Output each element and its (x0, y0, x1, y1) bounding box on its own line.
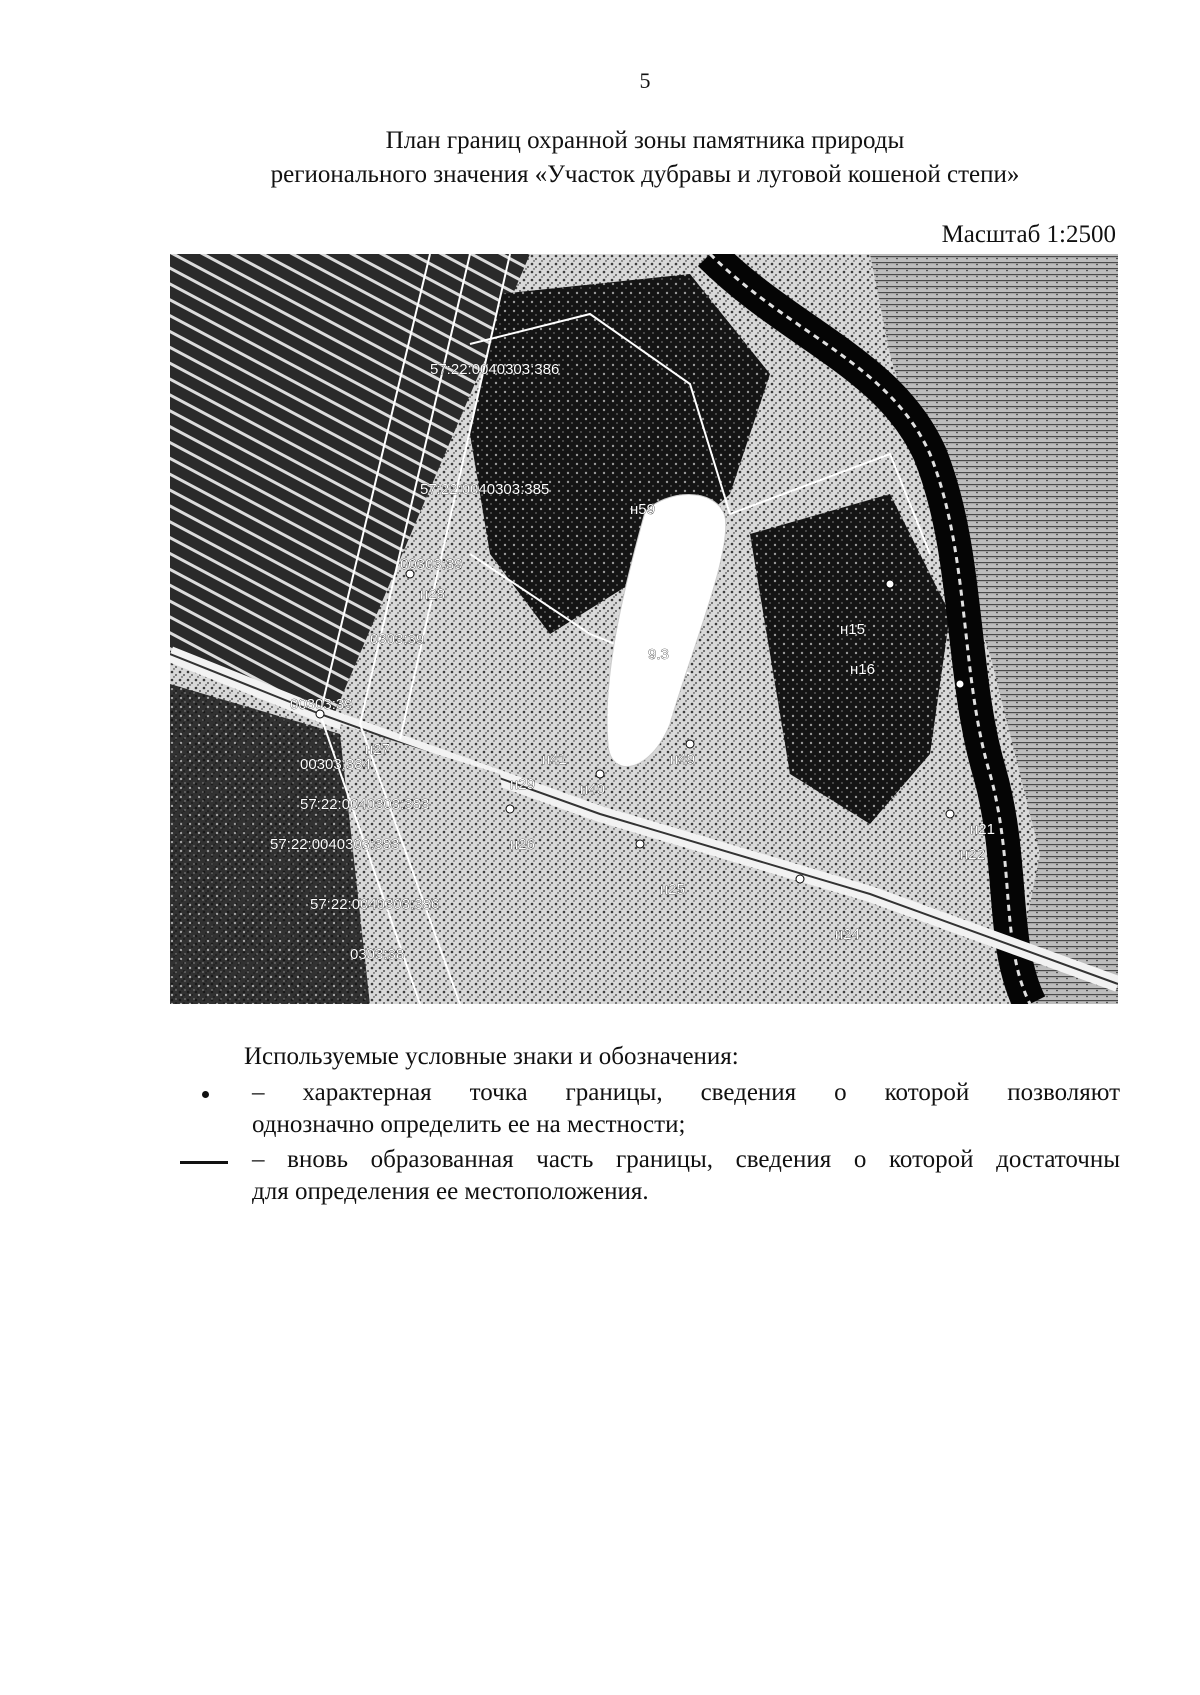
point-label: н15 (840, 621, 865, 638)
point-label: н28 (420, 586, 445, 603)
point-label: н24 (835, 926, 860, 943)
map-scale: Масштаб 1:2500 (941, 221, 1116, 248)
point-label: н29 (510, 776, 535, 793)
legend-item-line: – характерная точка границы, сведения о которой позволяют (252, 1079, 1120, 1106)
boundary-point-symbol (180, 1077, 240, 1109)
point-label: н25 (660, 881, 685, 898)
legend-item-point (180, 1077, 1120, 1141)
title-line-1: План границ охранной зоны памятника природы (385, 127, 905, 154)
document-title (150, 124, 1140, 192)
boundary-line-symbol (180, 1144, 240, 1176)
page-number: 5 (639, 68, 651, 93)
parcel-label: 00303:384 (300, 756, 371, 773)
parcel-label: 57:22:0040303:386 (310, 896, 440, 913)
parcel-label: 57:22:0040303:383 (270, 836, 400, 853)
legend-item-line: – вновь образованная часть границы, сведения о которой достаточны (252, 1146, 1120, 1173)
parcel-label: 00303:39 (290, 696, 353, 713)
legend-item-text (252, 1144, 1120, 1208)
legend-item-text (252, 1077, 1120, 1141)
point-label: н26 (510, 836, 535, 853)
point-label: н41 (542, 751, 567, 768)
dot-icon (202, 1091, 209, 1098)
parcel-label: 0303:38 (350, 946, 405, 963)
zone-area-label: 9.3 (648, 646, 669, 663)
legend-item-line-boundary (180, 1144, 1120, 1208)
point-label: н27 (365, 741, 390, 758)
point-label: н22 (960, 846, 985, 863)
point-label: н16 (850, 661, 875, 678)
parcel-label: 00303:39 (400, 556, 463, 573)
aerial-map (170, 254, 1118, 1004)
legend-heading: Используемые условные знаки и обозначения: (244, 1043, 739, 1070)
aerial-map-graphic (170, 254, 1118, 1004)
parcel-label: 57:22:0040303:386 (430, 361, 560, 378)
point-label: н40 (580, 781, 605, 798)
title-line-2: регионального значения «Участок дубравы и луговой кошеной степи» (270, 161, 1020, 188)
line-icon (180, 1161, 228, 1164)
legend-item-line: однозначно определить ее на местности; (252, 1111, 686, 1138)
point-label: н49 (670, 751, 695, 768)
legend-item-line: для определения ее местоположения. (252, 1178, 649, 1205)
parcel-label: 57:22:0040303:385 (420, 481, 550, 498)
point-label: н59 (630, 501, 655, 518)
point-label: н21 (970, 821, 995, 838)
parcel-label: 57:22:0040303:383 (300, 796, 430, 813)
parcel-label: 0303:39 (370, 631, 425, 648)
